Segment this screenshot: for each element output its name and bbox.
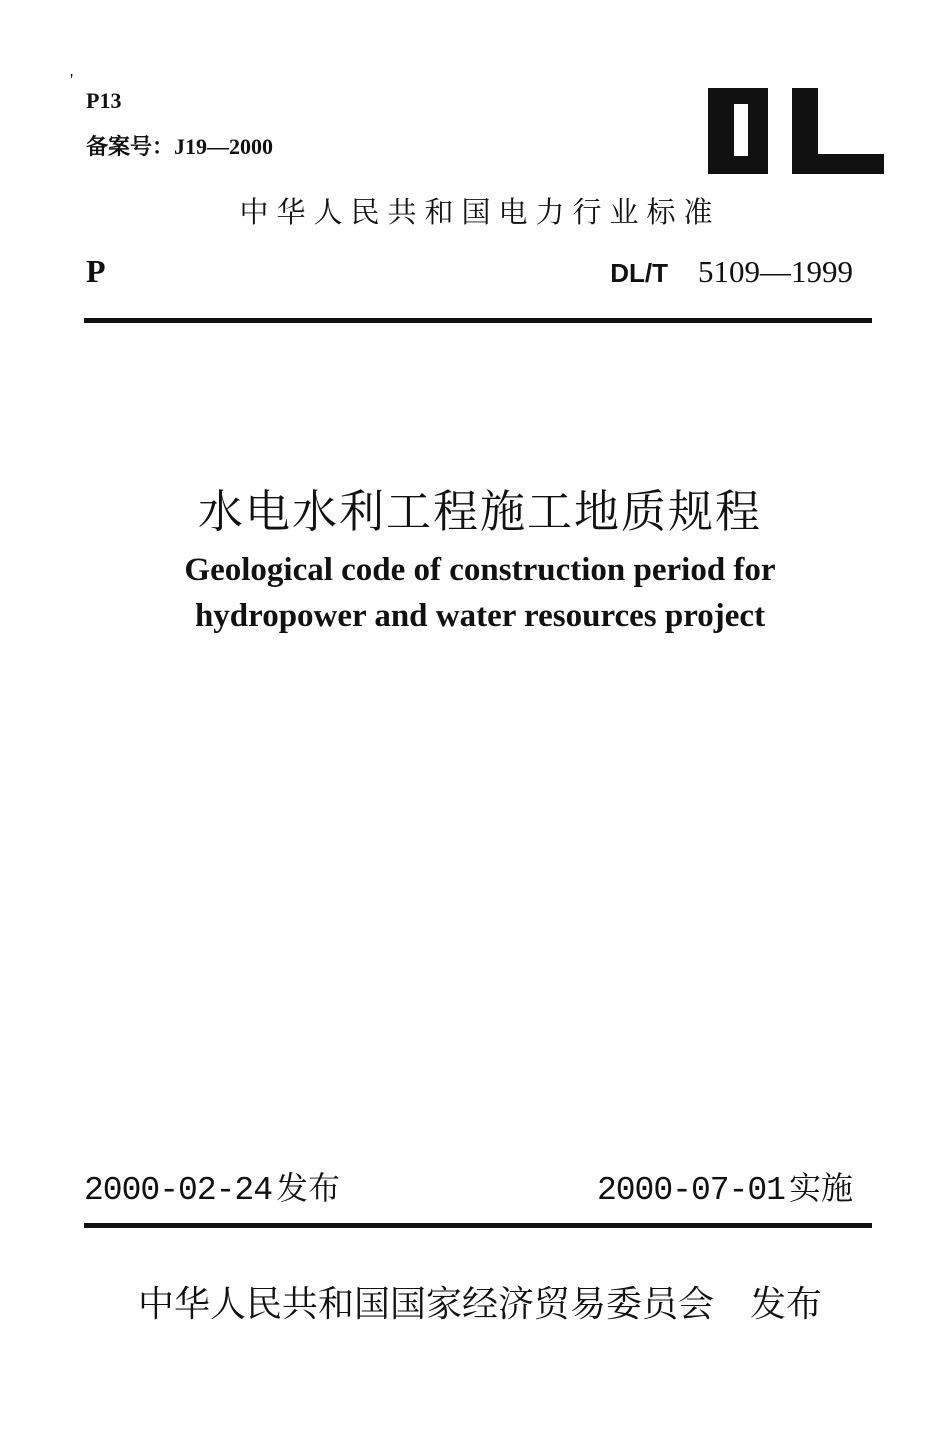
- filing-value: J19—2000: [174, 134, 274, 159]
- filing-label: 备案号：: [86, 135, 175, 160]
- dl-logo: [708, 88, 884, 174]
- issue-date: 2000-02-24: [84, 1172, 273, 1209]
- issue-date-block: [84, 1163, 340, 1209]
- issue-label: 发布: [276, 1169, 341, 1207]
- filing-number: [86, 130, 273, 161]
- effective-date: 2000-07-01: [596, 1172, 785, 1209]
- tick-mark: ': [70, 70, 74, 90]
- publisher-line: [0, 1276, 950, 1327]
- publisher-name: 中华人民共和国国家经济贸易委员会: [137, 1284, 714, 1325]
- document-title-english-line1: Geological code of construction period for: [184, 552, 776, 588]
- category-letter: P: [86, 253, 106, 289]
- effective-date-block: [597, 1163, 853, 1209]
- standard-code: [610, 254, 853, 290]
- standard-code-prefix: DL/T: [610, 258, 668, 288]
- classification-code: P13: [86, 88, 122, 113]
- top-divider: [84, 318, 872, 323]
- bottom-divider: [84, 1223, 872, 1228]
- industry-standard-heading: 中华人民共和国电力行业标准: [239, 195, 721, 229]
- standard-code-number: 5109—1999: [698, 254, 853, 289]
- publisher-action: 发布: [750, 1284, 823, 1325]
- document-title-english-line2: hydropower and water resources project: [194, 598, 766, 634]
- effective-label: 实施: [788, 1169, 853, 1207]
- document-title-chinese: 水电水利工程施工地质规程: [197, 485, 762, 538]
